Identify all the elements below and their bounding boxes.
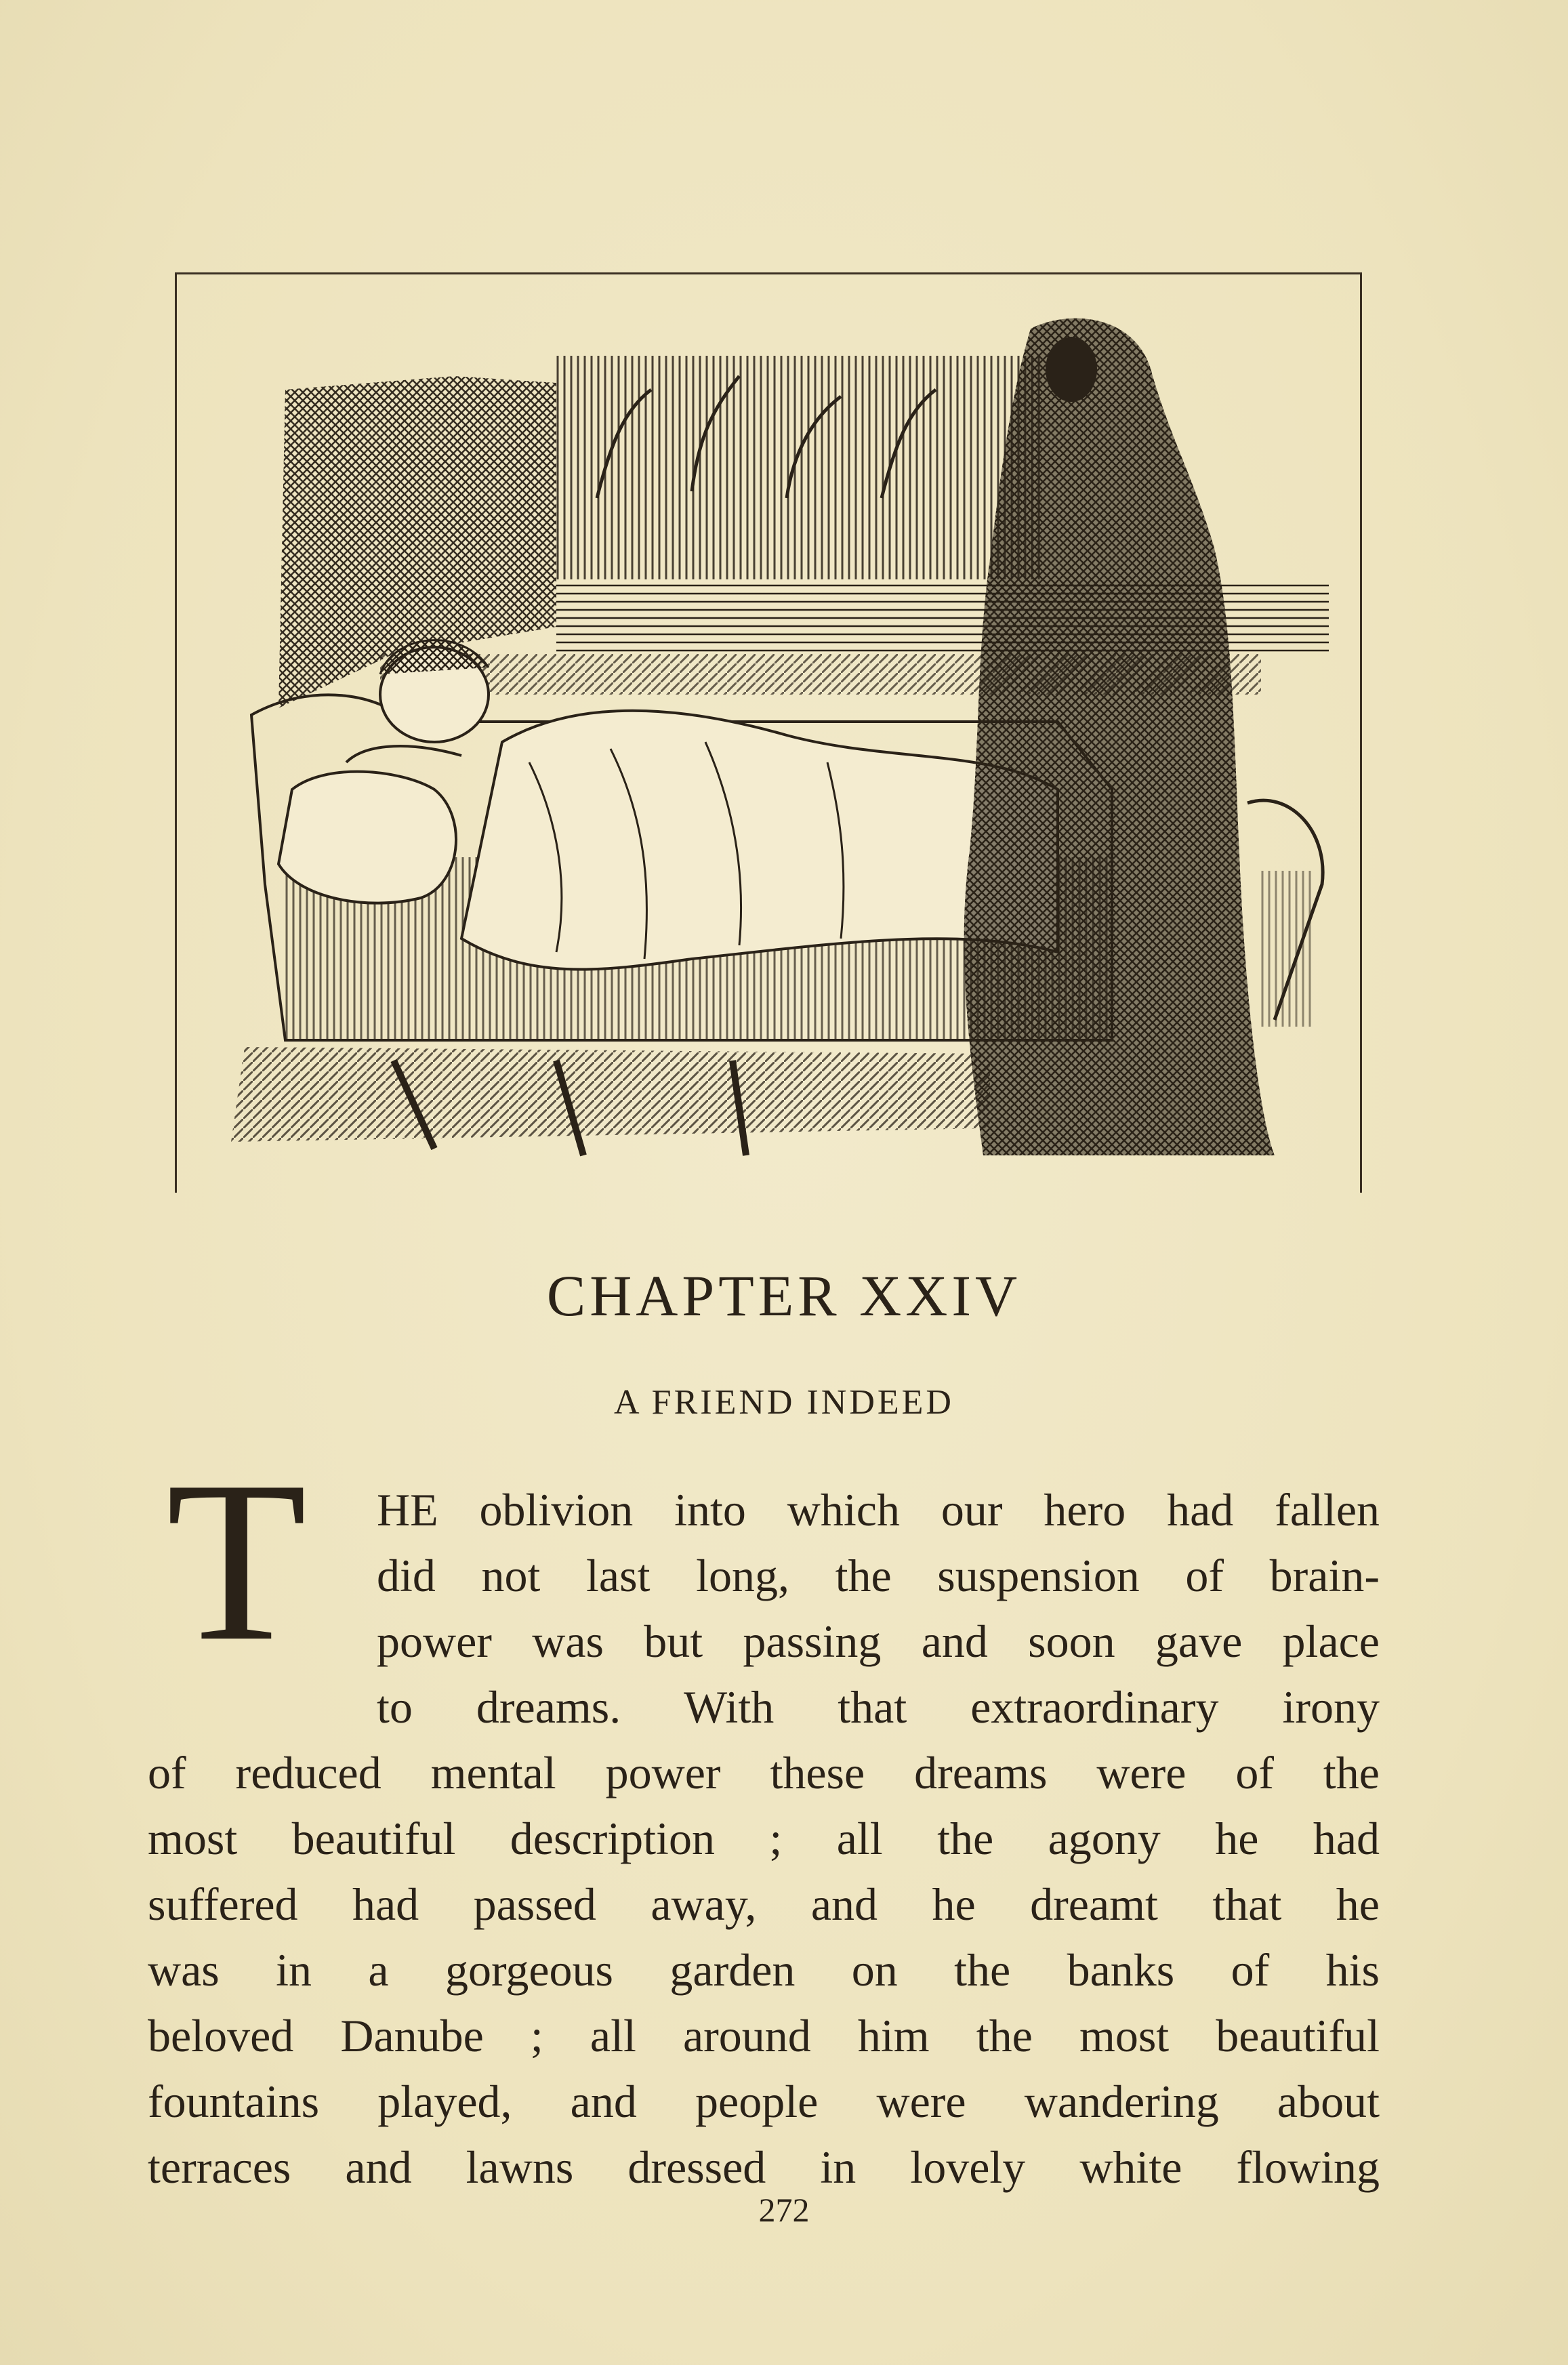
text-line: was in a gorgeous garden on the banks of his	[148, 1944, 1380, 1996]
drop-cap: T	[166, 1433, 307, 1689]
text-line: of reduced mental power these dreams were of the	[148, 1747, 1380, 1798]
chapter-subtitle: A FRIEND INDEED	[614, 1383, 954, 1422]
text-line: did not last long, the suspension of brain-	[377, 1550, 1380, 1601]
body-text	[148, 1477, 1380, 2200]
text-line: power was but passing and soon gave place	[377, 1616, 1380, 1667]
text-line: beloved Danube ; all around him the most beautiful	[148, 2010, 1380, 2061]
page-number: 272	[758, 2191, 810, 2229]
text-line: suffered had passed away, and he dreamt that he	[148, 1878, 1380, 1930]
text-line: HE oblivion into which our hero had fallen	[377, 1484, 1380, 1536]
text-line: most beautiful description ; all the agony he had	[148, 1813, 1380, 1864]
chapter-title: CHAPTER XXIV	[546, 1263, 1022, 1328]
text-line: fountains played, and people were wandering about	[148, 2076, 1380, 2127]
text-line: to dreams. With that extraordinary irony	[377, 1681, 1380, 1733]
text-line: terraces and lawns dressed in lovely white flowing	[148, 2141, 1380, 2193]
illustration-frame	[175, 272, 1362, 1193]
bedside-engraving-icon	[177, 274, 1360, 1193]
